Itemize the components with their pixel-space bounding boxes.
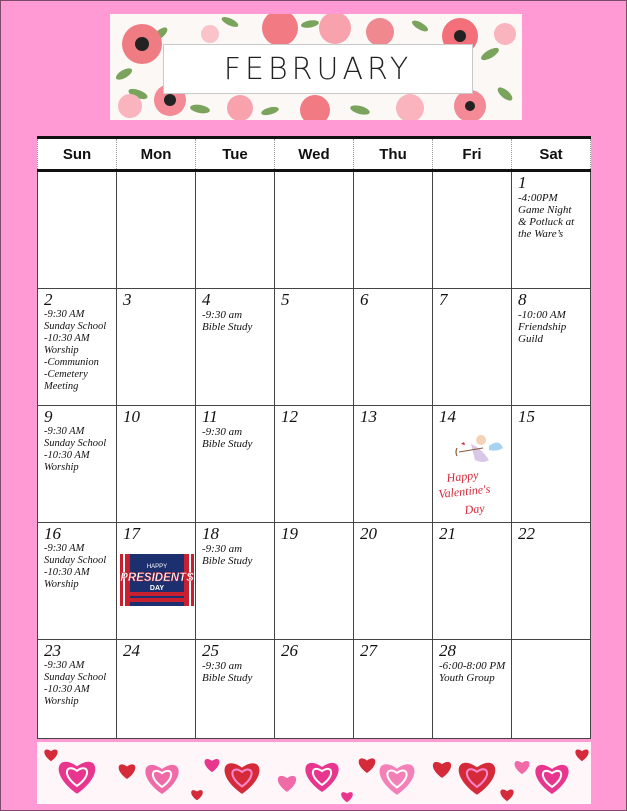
day-cell[interactable]: [275, 289, 354, 406]
day-cell[interactable]: [117, 171, 196, 289]
month-title-box: [163, 44, 473, 94]
heart-icon: [145, 765, 178, 794]
heart-icon: [433, 762, 451, 778]
day-number: 11: [202, 407, 218, 426]
day-number: 25: [202, 641, 219, 660]
presidents-text-2: PRESIDENTS: [120, 572, 194, 584]
day-number: 23: [44, 641, 61, 660]
day-number: 3: [123, 290, 132, 309]
day-events: -6:00-8:00 PM Youth Group: [439, 660, 506, 684]
day-number: 24: [123, 641, 140, 660]
day-number: 1: [518, 173, 527, 192]
day-cell[interactable]: [275, 171, 354, 289]
day-cell[interactable]: [433, 406, 512, 523]
heart-icon: [119, 764, 136, 779]
day-cell[interactable]: [38, 406, 117, 523]
day-number: 7: [439, 290, 448, 309]
week-row: [38, 640, 591, 739]
day-cell[interactable]: [196, 406, 275, 523]
day-events: -4:00PM Game Night & Potluck at the Ware’s: [518, 192, 575, 240]
day-cell[interactable]: [275, 523, 354, 640]
heart-icon: [459, 763, 496, 795]
heart-icon: [305, 763, 338, 792]
day-cell[interactable]: [433, 171, 512, 289]
day-cell[interactable]: [275, 406, 354, 523]
presidents-text-1: HAPPY: [146, 564, 168, 570]
day-cell[interactable]: [512, 523, 591, 640]
valentine-text-1: Happy: [445, 467, 480, 485]
day-cell[interactable]: [38, 640, 117, 739]
heart-icon: [225, 763, 260, 794]
day-cell[interactable]: [38, 289, 117, 406]
day-cell[interactable]: [196, 640, 275, 739]
day-events: -9:30 am Bible Study: [202, 660, 253, 684]
day-number: 16: [44, 524, 61, 543]
day-cell[interactable]: [512, 289, 591, 406]
day-events: -9:30 AM Sunday School -10:30 AM Worship: [44, 426, 107, 473]
heart-icon: [380, 764, 415, 795]
day-number: 6: [360, 290, 369, 309]
day-number: 22: [518, 524, 535, 543]
day-number: 18: [202, 524, 219, 543]
day-cell[interactable]: [117, 523, 196, 640]
day-cell[interactable]: [38, 171, 117, 289]
day-number: 10: [123, 407, 140, 426]
day-cell[interactable]: [354, 171, 433, 289]
day-cell[interactable]: [433, 289, 512, 406]
day-cell[interactable]: [512, 171, 591, 289]
week-row: [38, 289, 591, 406]
day-cell[interactable]: [433, 523, 512, 640]
day-number: 9: [44, 407, 53, 426]
day-number: 5: [281, 290, 290, 309]
heart-icon: [575, 750, 588, 762]
day-number: 4: [202, 290, 211, 309]
hearts-decoration: [37, 742, 591, 804]
day-cell[interactable]: [117, 406, 196, 523]
day-cell[interactable]: [275, 640, 354, 739]
day-cell[interactable]: [117, 289, 196, 406]
heart-icon: [44, 750, 57, 762]
day-events: -9:30 am Bible Study: [202, 309, 253, 333]
day-events: -9:30 am Bible Study: [202, 543, 253, 567]
weekday-header: Tue: [196, 138, 275, 171]
presidents-day-clipart: [120, 554, 194, 611]
day-number: 12: [281, 407, 298, 426]
day-events: -9:30 AM Sunday School -10:30 AM Worship: [44, 660, 107, 707]
day-number: 20: [360, 524, 377, 543]
week-row: [38, 406, 591, 523]
weekday-header: Sat: [512, 138, 591, 171]
presidents-text-3: DAY: [149, 585, 165, 592]
day-number: 2: [44, 290, 53, 309]
day-cell[interactable]: [196, 523, 275, 640]
day-events: -10:00 AM Friendship Guild: [518, 309, 567, 345]
day-number: 19: [281, 524, 298, 543]
heart-icon: [500, 790, 513, 802]
day-cell[interactable]: [512, 406, 591, 523]
day-number: 17: [123, 524, 140, 543]
day-number: 26: [281, 641, 298, 660]
week-row: [38, 523, 591, 640]
day-cell[interactable]: [354, 640, 433, 739]
day-cell[interactable]: [354, 406, 433, 523]
day-cell[interactable]: [512, 640, 591, 739]
heart-icon: [535, 765, 568, 794]
hearts-border: [37, 742, 591, 804]
weekday-header: Fri: [433, 138, 512, 171]
weekday-header: Sun: [38, 138, 117, 171]
day-number: 14: [439, 407, 456, 426]
weekday-header: Mon: [117, 138, 196, 171]
calendar-grid: [37, 136, 591, 739]
heart-icon: [59, 762, 96, 794]
weekday-header: Thu: [354, 138, 433, 171]
day-cell[interactable]: [196, 289, 275, 406]
weekday-header-row: [38, 138, 591, 171]
day-events: -9:30 am Bible Study: [202, 426, 253, 450]
day-number: 21: [439, 524, 456, 543]
day-number: 27: [360, 641, 377, 660]
day-events: -9:30 AM Sunday School -10:30 AM Worship: [44, 543, 107, 590]
day-number: 15: [518, 407, 535, 426]
heart-icon: [359, 758, 376, 773]
heart-icon: [341, 792, 353, 802]
valentines-day-clipart: [437, 430, 505, 523]
heart-icon: [278, 776, 296, 792]
valentine-text-2: Valentine's: [437, 481, 491, 501]
day-cell[interactable]: [117, 640, 196, 739]
week-row: [38, 171, 591, 289]
month-banner: [110, 14, 522, 120]
day-number: 8: [518, 290, 527, 309]
weekday-header: Wed: [275, 138, 354, 171]
heart-icon: [205, 759, 220, 772]
day-number: 28: [439, 641, 456, 660]
valentine-text-3: Day: [463, 500, 486, 517]
heart-icon: [191, 790, 203, 800]
day-cell[interactable]: [433, 640, 512, 739]
month-title: FEBRUARY: [223, 51, 413, 87]
cupid-icon: [456, 435, 503, 462]
day-number: 13: [360, 407, 377, 426]
day-events: -9:30 AM Sunday School -10:30 AM Worship -Communion -Cemetery Meeting: [44, 309, 107, 392]
day-cell[interactable]: [196, 171, 275, 289]
day-cell[interactable]: [354, 289, 433, 406]
day-cell[interactable]: [38, 523, 117, 640]
day-cell[interactable]: [354, 523, 433, 640]
heart-icon: [515, 761, 530, 774]
